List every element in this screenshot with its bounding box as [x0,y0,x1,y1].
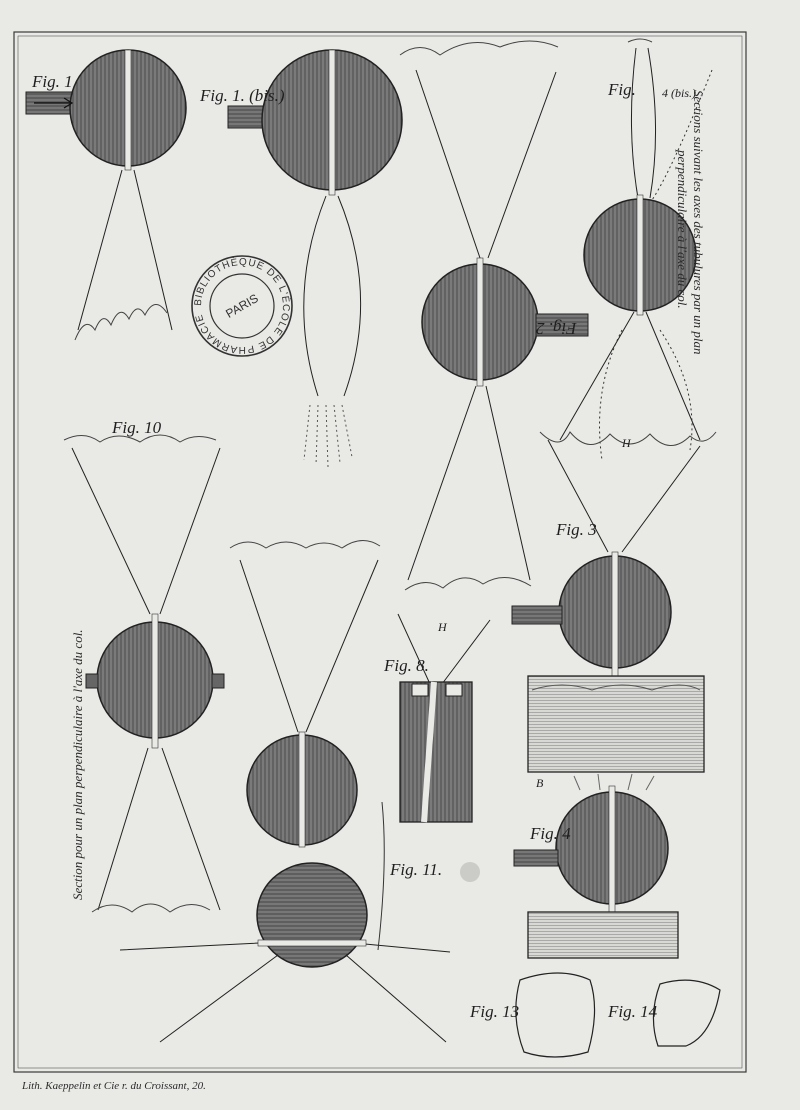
fig8-label: Fig. 8. [384,656,429,675]
fig4-drawing [514,774,678,958]
fig3-label: Fig. 3 [556,520,597,539]
fig1bis-drawing [228,50,402,467]
fig13-shape [516,973,595,1057]
library-stamp [192,255,293,356]
fig4-label: Fig. 4 [530,824,571,843]
fig10-label: Fig. 10 [112,418,162,437]
fig1-label: Fig. 1 [32,72,73,91]
fig-topright-label: Fig. [608,80,636,99]
fig1-drawing [26,50,186,340]
fig14-shape [653,980,720,1046]
right-caption-line1: Sections suivant les axes des tubulures par un plan [691,90,706,355]
lithographer-credit: Lith. Kaeppelin et Cie r. du Croissant, 20. [22,1080,206,1092]
stamp-center-text: PARIS [223,291,261,321]
fig8-drawing [398,614,490,822]
stamp-ring-text: BIBLIOTHÈQUE DE L'ÉCOLE DE PHARMACIE [192,256,292,356]
fig10-drawing [64,435,224,912]
right-caption-line2: perpendiculaire à l'axe du col. [675,150,690,309]
fig13-label: Fig. 13 [470,1002,520,1021]
fig14-label: Fig. 14 [608,1002,658,1021]
left-caption: Section pour un plan perpendiculaire à l'axe du col. [70,629,85,900]
fig1bis-label: Fig. 1. (bis.) [200,86,285,105]
letter-b-tank: B [536,776,544,790]
fig-topright-bis-label: 4 (bis.) [662,86,696,100]
fig3-drawing [512,440,704,772]
fig11-label: Fig. 11. [390,860,443,879]
fig2-label: Fig. 2 [536,319,577,338]
fig2-drawing [400,41,588,590]
letter-h-right: H [622,436,631,450]
letter-h-center: H [438,620,447,634]
